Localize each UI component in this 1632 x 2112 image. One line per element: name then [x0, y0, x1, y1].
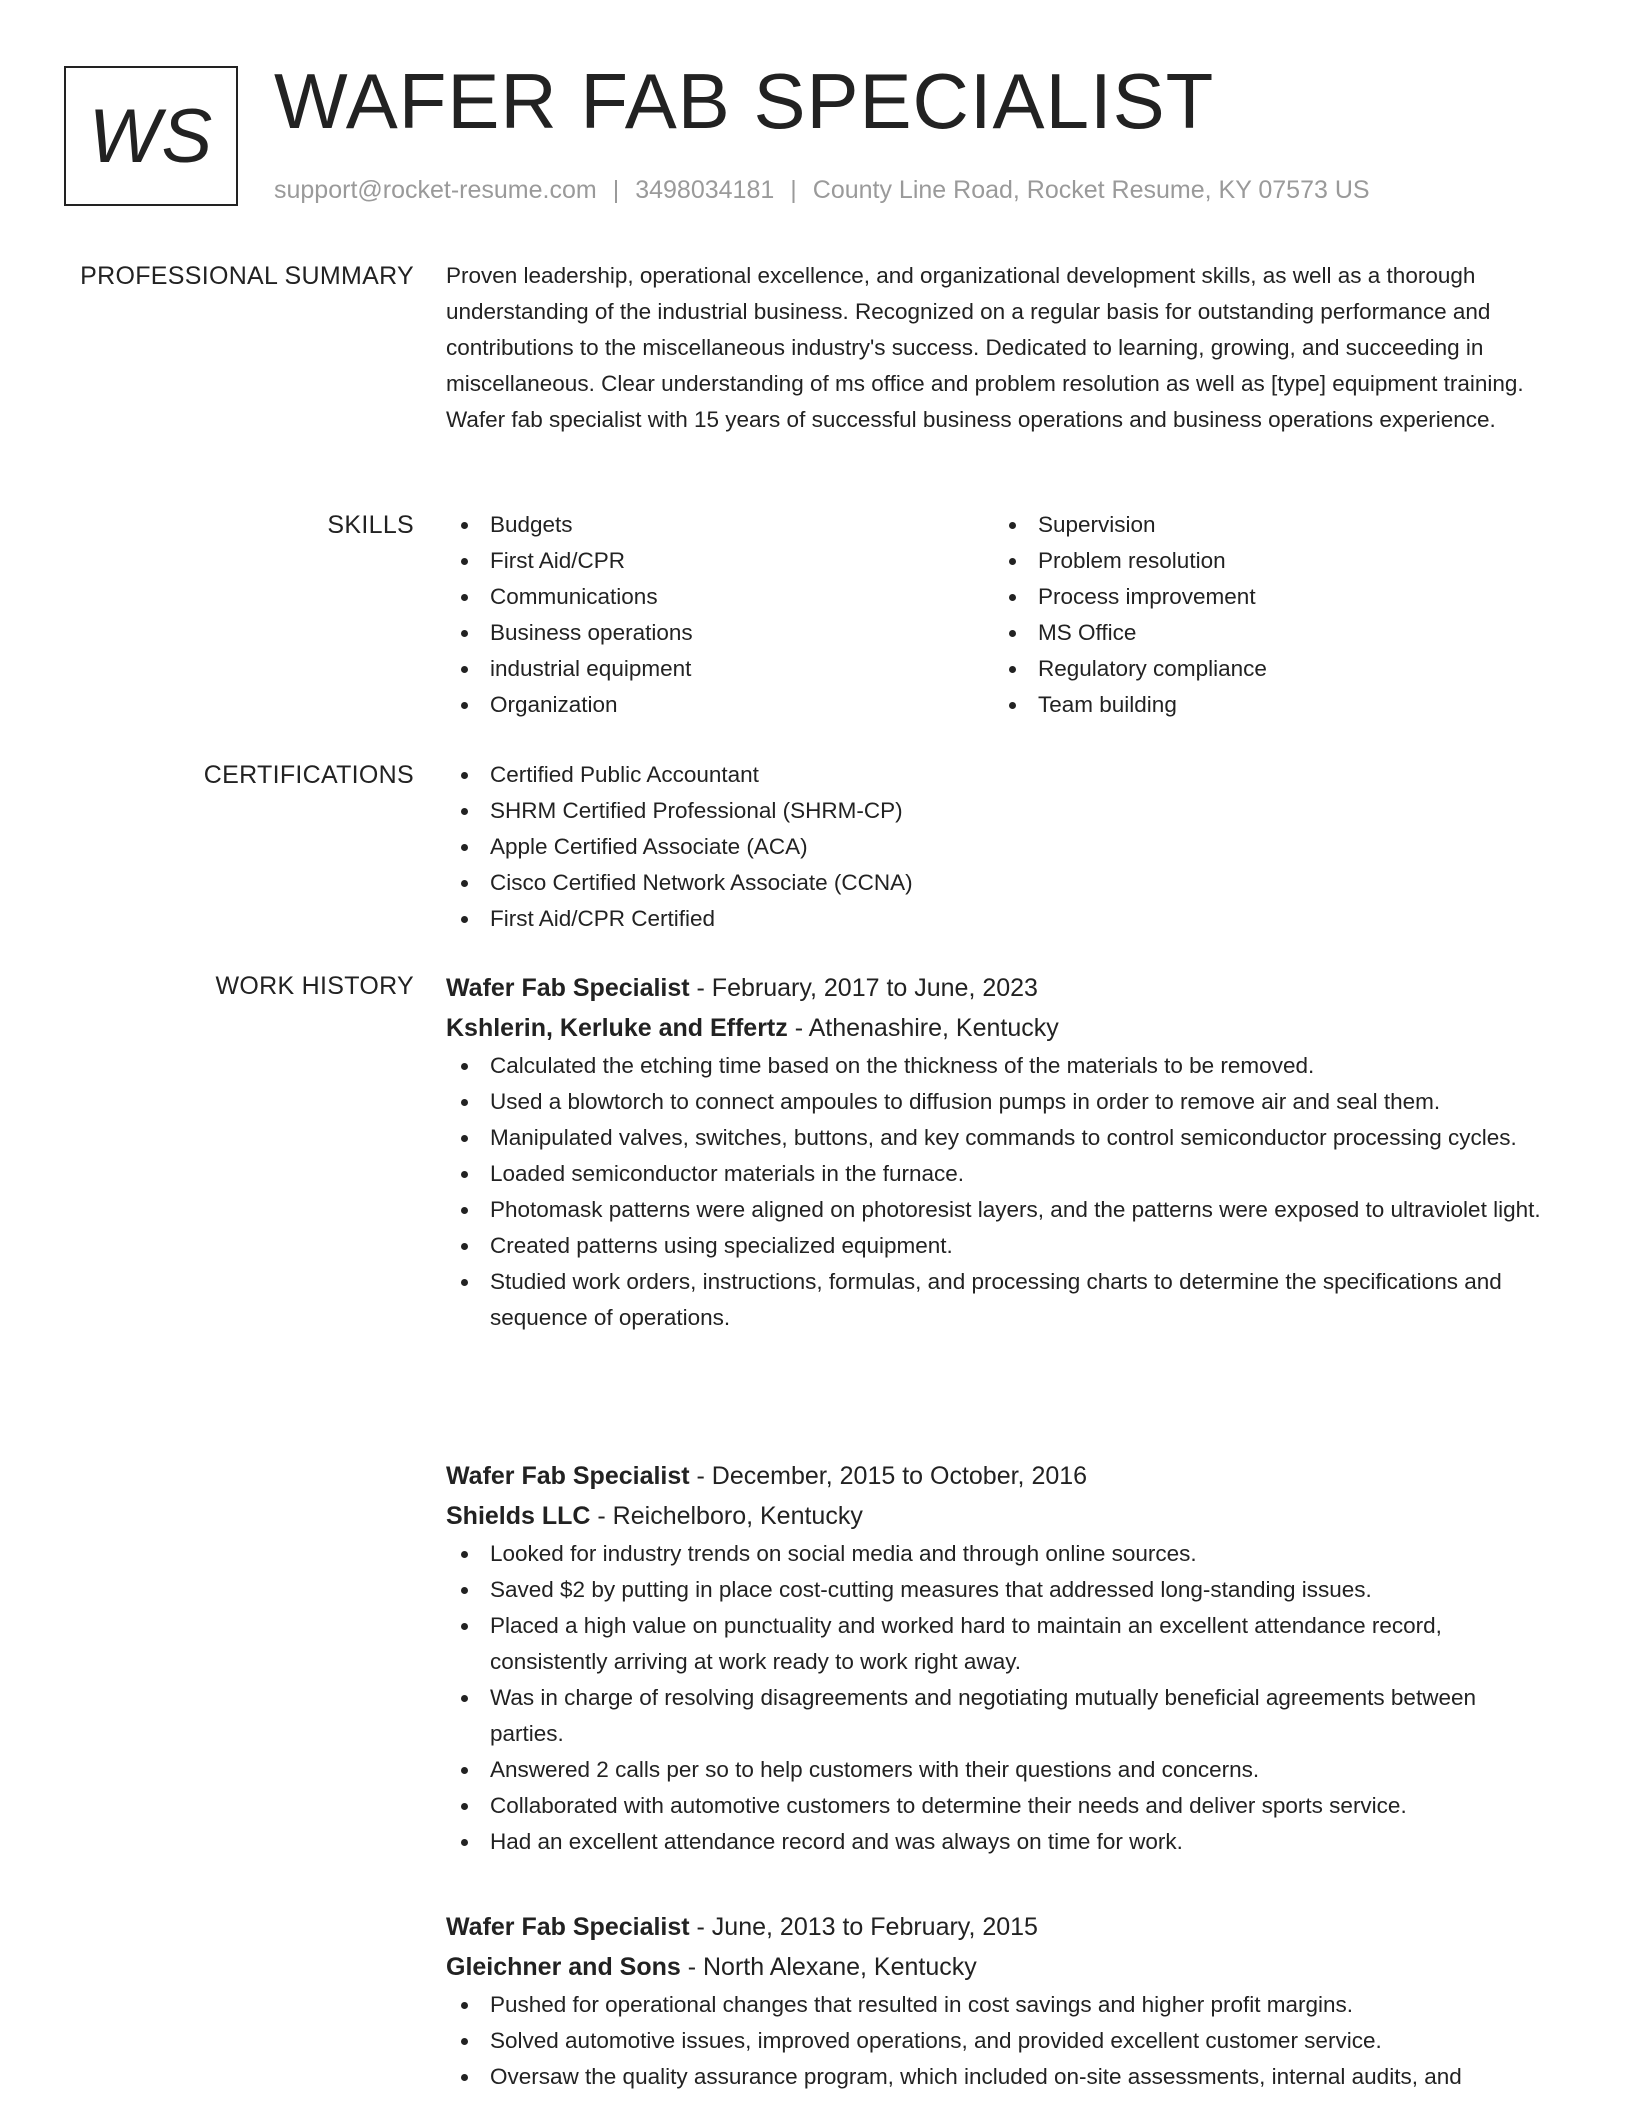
job-body: [446, 1907, 1556, 2095]
job-body: [446, 968, 1556, 1336]
job-duty-item: Loaded semiconductor materials in the furnace.: [446, 1156, 1556, 1192]
certifications-body: [446, 757, 1556, 937]
job-title-line: [446, 968, 1556, 1008]
contact-address: County Line Road, Rocket Resume, KY 07573 US: [812, 176, 1370, 204]
skill-item: Business operations: [446, 615, 994, 651]
job-duty-item: Collaborated with automotive customers to determine their needs and deliver sports service.: [446, 1788, 1556, 1824]
skill-item: Organization: [446, 687, 994, 723]
job-dates: - December, 2015 to October, 2016: [689, 1462, 1088, 1490]
skill-item: First Aid/CPR: [446, 543, 994, 579]
job-duty-item: Photomask patterns were aligned on photoresist layers, and the patterns were exposed to ultraviolet light.: [446, 1192, 1556, 1228]
job-duty-item: Answered 2 calls per so to help customers with their questions and concerns.: [446, 1752, 1556, 1788]
certifications-heading: CERTIFICATIONS: [203, 761, 414, 789]
job-duty-item: Solved automotive issues, improved operations, and provided excellent customer service.: [446, 2023, 1556, 2059]
job-duties-list: [446, 1536, 1556, 1860]
monogram-initials: WS: [88, 93, 214, 179]
job-duty-item: Placed a high value on punctuality and worked hard to maintain an excellent attendance record, consistently arriving at work ready to work right away.: [446, 1608, 1556, 1680]
skills-grid: [446, 507, 1556, 723]
job-duty-item: Calculated the etching time based on the thickness of the materials to be removed.: [446, 1048, 1556, 1084]
certification-item: Cisco Certified Network Associate (CCNA): [446, 865, 1556, 901]
job-company-line: [446, 1008, 1556, 1048]
job-duty-item: Pushed for operational changes that resulted in cost savings and higher profit margins.: [446, 1987, 1556, 2023]
skill-item: Supervision: [994, 507, 1542, 543]
job-company: Shields LLC: [446, 1502, 591, 1530]
job-duty-item: Manipulated valves, switches, buttons, and key commands to control semiconductor processing cycles.: [446, 1120, 1556, 1156]
job-location: - North Alexane, Kentucky: [680, 1953, 977, 1981]
certification-item: First Aid/CPR Certified: [446, 901, 1556, 937]
job-title: Wafer Fab Specialist: [446, 1913, 690, 1941]
skill-item: Team building: [994, 687, 1542, 723]
skill-item: Process improvement: [994, 579, 1542, 615]
certification-item: Apple Certified Associate (ACA): [446, 829, 1556, 865]
job-location: - Athenashire, Kentucky: [787, 1014, 1059, 1042]
contact-separator: |: [612, 176, 620, 204]
monogram-box: [64, 66, 238, 206]
job-duty-item: Oversaw the quality assurance program, which included on-site assessments, internal audits, and: [446, 2059, 1556, 2095]
skill-item: Regulatory compliance: [994, 651, 1542, 687]
job-duty-item: Used a blowtorch to connect ampoules to diffusion pumps in order to remove air and seal them.: [446, 1084, 1556, 1120]
job-company-line: [446, 1496, 1556, 1536]
skill-item: Communications: [446, 579, 994, 615]
certification-item: Certified Public Accountant: [446, 757, 1556, 793]
job-location: - Reichelboro, Kentucky: [590, 1502, 863, 1530]
job-title: Wafer Fab Specialist: [446, 974, 690, 1002]
job-title: Wafer Fab Specialist: [446, 1462, 690, 1490]
job-dates: - February, 2017 to June, 2023: [689, 974, 1038, 1002]
job-duties-list: [446, 1048, 1556, 1336]
skills-column-right: [994, 507, 1542, 723]
contact-line: [274, 172, 1370, 208]
job-title-line: [446, 1456, 1556, 1496]
skills-column-left: [446, 507, 994, 723]
skill-item: industrial equipment: [446, 651, 994, 687]
job-dates: - June, 2013 to February, 2015: [689, 1913, 1038, 1941]
certifications-list: [446, 757, 1556, 937]
contact-phone: 3498034181: [635, 176, 775, 204]
skill-item: Problem resolution: [994, 543, 1542, 579]
summary-text: Proven leadership, operational excellence, and organizational development skills, as well as a thorough understanding of the industrial business. Recognized on a regular basis for outstanding performance and contributions to the miscellaneous industry's success. Dedicated to learning, growing, and succeeding in miscellaneous. Clear understanding of ms office and problem resolution as well as [type] equipment training. Wafer fab specialist with 15 years of successful business operations and business operations experience.: [446, 263, 1524, 432]
job-duty-item: Had an excellent attendance record and was always on time for work.: [446, 1824, 1556, 1860]
job-title-line: [446, 1907, 1556, 1947]
skills-body: [446, 507, 1556, 723]
summary-body: [446, 258, 1556, 438]
job-duty-item: Saved $2 by putting in place cost-cutting measures that addressed long-standing issues.: [446, 1572, 1556, 1608]
job-duty-item: Created patterns using specialized equipment.: [446, 1228, 1556, 1264]
skills-list-right: [994, 507, 1542, 723]
job-duty-item: Studied work orders, instructions, formulas, and processing charts to determine the specifications and sequence of operations.: [446, 1264, 1556, 1336]
job-company-line: [446, 1947, 1556, 1987]
job-company: Kshlerin, Kerluke and Effertz: [446, 1014, 788, 1042]
contact-separator: |: [790, 176, 797, 204]
summary-heading: PROFESSIONAL SUMMARY: [80, 262, 414, 290]
certification-item: SHRM Certified Professional (SHRM-CP): [446, 793, 1556, 829]
skills-heading: SKILLS: [327, 511, 414, 539]
skills-list-left: [446, 507, 994, 723]
work-history-heading: WORK HISTORY: [215, 972, 414, 1000]
contact-email: support@rocket-resume.com: [274, 176, 597, 204]
job-duties-list: [446, 1987, 1556, 2095]
skill-item: Budgets: [446, 507, 994, 543]
job-body: [446, 1456, 1556, 1860]
job-duty-item: Looked for industry trends on social media and through online sources.: [446, 1536, 1556, 1572]
skill-item: MS Office: [994, 615, 1542, 651]
job-duty-item: Was in charge of resolving disagreements and negotiating mutually beneficial agreements between parties.: [446, 1680, 1556, 1752]
resume-name: WAFER FAB SPECIALIST: [274, 57, 1215, 145]
job-company: Gleichner and Sons: [446, 1953, 681, 1981]
